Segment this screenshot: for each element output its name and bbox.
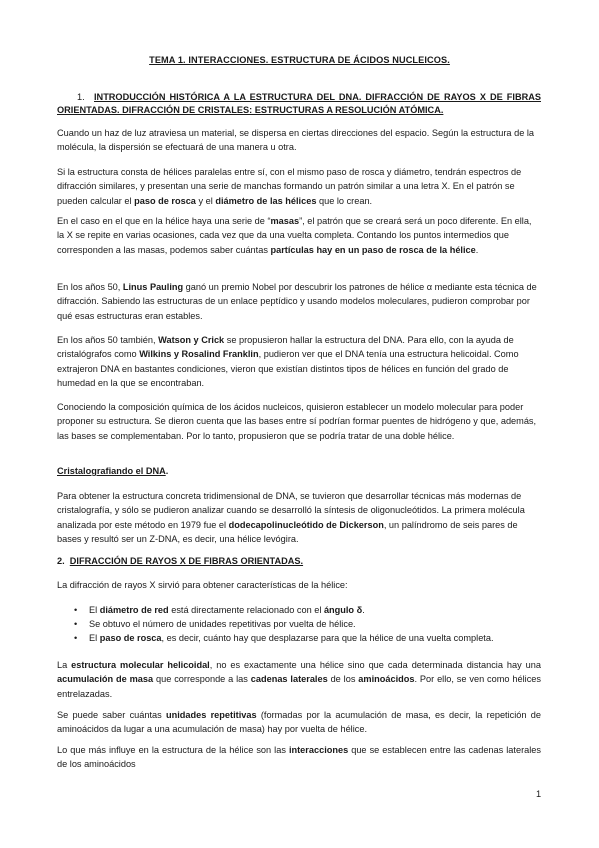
- section-1-heading: [57, 91, 541, 117]
- page-title: TEMA 1. INTERACCIONES. ESTRUCTURA DE ÁCIDOS NUCLEICOS.: [149, 55, 450, 65]
- paragraph-2: Si la estructura consta de hélices paralelas entre sí, con el mismo paso de rosca y diámetro, tendrán espectros de difracción similares, y presentan una serie de manchas formando un patrón similar a una letra X. En el patrón se pueden calcular el paso de rosca y el diámetro de las hélices que lo crean.: [57, 167, 522, 206]
- paragraph-5: En los años 50 también, Watson y Crick se propusieron hallar la estructura del DNA. Para ello, con la ayuda de cristalógrafos como Wilkins y Rosalind Franklin, pudieron ver que el DNA tenía una estructura helicoidal. Como extrajeron DNA en bastantes condiciones, vieron que existían distintos tipos de hélices en función del grado de humedad en la que se encontraban.: [57, 335, 519, 389]
- paragraph-3: En el caso en el que en la hélice haya una serie de “masas”, el patrón que se creará será un poco diferente. En ella, la X se repite en varias ocasiones, cada vez que da una vuelta completa. Contando los puntos intermedios que corresponden a las masas, podemos saber cuántas partículas hay en un paso de rosca de la hélice.: [57, 216, 532, 255]
- bullet-icon: •: [74, 605, 78, 615]
- subheading-cristalografiando: Cristalografiando el DNA.: [57, 466, 169, 476]
- paragraph-6: Conociendo la composición química de los ácidos nucleicos, quisieron establecer un modelo molecular para poder proponer su estructura. Se dieron cuenta que las bases entre sí podrían formar puentes de hidrógeno y que, además, las bases se complementaban. Por lo tanto, propusieron que se podría tratar de una doble hélice.: [57, 402, 537, 441]
- paragraph-8: La difracción de rayos X sirvió para obtener características de la hélice:: [57, 580, 348, 590]
- section-2-number: 2.: [57, 556, 65, 566]
- paragraph-7: Para obtener la estructura concreta tridimensional de DNA, se tuvieron que desarrollar técnicas más modernas de cristalografía, y sólo se pudieron analizar cuando se desarrolló la síntesis de oligonucleótidos. La primera molécula analizada por este método en 1979 fue el dodecapolinucleótido de Dickerson, un palíndromo de seis pares de bases y resultó ser un Z-DNA, es decir, una hélice levógira.: [57, 491, 525, 545]
- bullet-icon: •: [74, 619, 78, 629]
- paragraph-9: La estructura molecular helicoidal, no es exactamente una hélice sino que cada determinada distancia hay una acumulación de masa que corresponde a las cadenas laterales de los aminoácidos. Por ello, se ven como hélices entrelazadas.: [57, 660, 541, 699]
- paragraph-11: Lo que más influye en la estructura de la hélice son las interacciones que se establecen entre las cadenas laterales de los aminoácidos: [57, 745, 541, 770]
- page-number: 1: [536, 789, 542, 799]
- paragraph-4: En los años 50, Linus Pauling ganó un premio Nobel por descubrir los patrones de hélice α mediante esta técnica de difracción. Sabiendo las estructuras de un enlace peptídico y usando modelos moleculares, pudieron comprobar por qué esas estructuras eran estables.: [57, 282, 537, 321]
- section-1-title: INTRODUCCIÓN HISTÓRICA A LA ESTRUCTURA DEL DNA. DIFRACCIÓN DE RAYOS X DE FIBRAS ORIENTADAS. DIFRACCIÓN DE CRISTALES: ESTRUCTURAS A RESOLUCIÓN ATÓMICA.: [57, 92, 541, 115]
- section-1-number: 1.: [77, 92, 85, 102]
- paragraph-1: Cuando un haz de luz atraviesa un material, se dispersa en ciertas direcciones del espacio. Según la estructura de la molécula, la dispersión se efectuará de una manera u otra.: [57, 128, 535, 153]
- document-page: TEMA 1. INTERACCIONES. ESTRUCTURA DE ÁCIDOS NUCLEICOS. 1. INTRODUCCIÓN HISTÓRICA A LA ESTRUCTURA DEL DNA. DIFRACCIÓN DE RAYOS X DE FIBRAS ORIENTADAS. DIFRACCIÓN DE CRISTALES: ESTRUCTURAS A RESOLUCIÓN ATÓMICA. Cuando un haz de luz atraviesa un material, se dispersa en ciertas direcciones del espacio. Según la estructura de la molécula, la dispersión se efectuará de una manera u otra. Si la estructura consta de hélices paralelas entre sí, con el mismo paso de rosca y diámetro, tendrán espectros de difracción similares, y presentan una serie de manchas formando un patrón similar a una letra X. En el patrón se pueden calcular el paso de rosca y el diámetro de las hélices que lo crean. En el caso en el que en la hélice haya una serie de “masas”, el patrón que se creará será un poco diferente. En ella, la X se repite en varias ocasiones, cada vez que da una vuelta completa. Contando los puntos intermedios que corresponden a las masas, podemos saber cuántas partículas hay en un paso de rosca de la hélice. En los años 50, Linus Pauling ganó un premio Nobel por descubrir los patrones de hélice α mediante esta técnica de difracción. Sabiendo las estructuras de un enlace peptídico y usando modelos moleculares, pudieron comprobar por qué esas estructuras eran estables. En los años 50 también, Watson y Crick se propusieron hallar la estructura del DNA. Para ello, con la ayuda de cristalógrafos como Wilkins y Rosalind Franklin, pudieron ver que el DNA tenía una estructura helicoidal. Como extrajeron DNA en bastantes condiciones, vieron que existían distintos tipos de hélices en función del grado de humedad en la que se encontraban. Conociendo la composición química de los ácidos nucleicos, quisieron establecer un modelo molecular para poder proponer su estructura. Se dieron cuenta que las bases entre sí podrían formar puentes de hidrógeno y que, además, las bases se complementaban. Por lo tanto, propusieron que se podría tratar de una doble hélice. Cristalografiando el DNA. Para obtener la estructura concreta tridimensional de DNA, se tuvieron que desarrollar técnicas más modernas de cristalografía, y sólo se pudieron analizar cuando se desarrolló la síntesis de oligonucleótidos. La primera molécula analizada por este método en 1979 fue el dodecapolinucleótido de Dickerson, un palíndromo de seis pares de bases y resultó ser un Z-DNA, es decir, una hélice levógira. 2. DIFRACCIÓN DE RAYOS X DE FIBRAS ORIENTADAS. La difracción de rayos X sirvió para obtener características de la hélice: • El diámetro de red está directamente relacionado con el ángulo δ. • Se obtuvo el número de unidades repetitivas por vuelta de hélice. • El paso de rosca, es decir, cuánto hay que desplazarse para que la hélice de una vuelta completa. La estructura molecular helicoidal, no es exactamente una hélice sino que cada determinada distancia hay una acumulación de masa que corresponde a las cadenas laterales de los aminoácidos. Por ello, se ven como hélices entrelazadas. Se puede saber cuántas unidades repetitivas (formadas por la acumulación de masa, es decir, la repetición de aminoácidos da lugar a una acumulación de masa) hay por vuelta de hélice. Lo que más influye en la estructura de la hélice son las interacciones que se establecen entre las cadenas laterales de los aminoácidos 1: [0, 0, 599, 848]
- section-2-title: DIFRACCIÓN DE RAYOS X DE FIBRAS ORIENTADAS.: [69, 556, 304, 566]
- bullet-icon: •: [74, 633, 78, 643]
- section-2-heading: [57, 556, 303, 566]
- paragraph-10: Se puede saber cuántas unidades repetitivas (formadas por la acumulación de masa, es decir, la repetición de aminoácidos da lugar a una acumulación de masa) hay por vuelta de hélice.: [57, 710, 541, 735]
